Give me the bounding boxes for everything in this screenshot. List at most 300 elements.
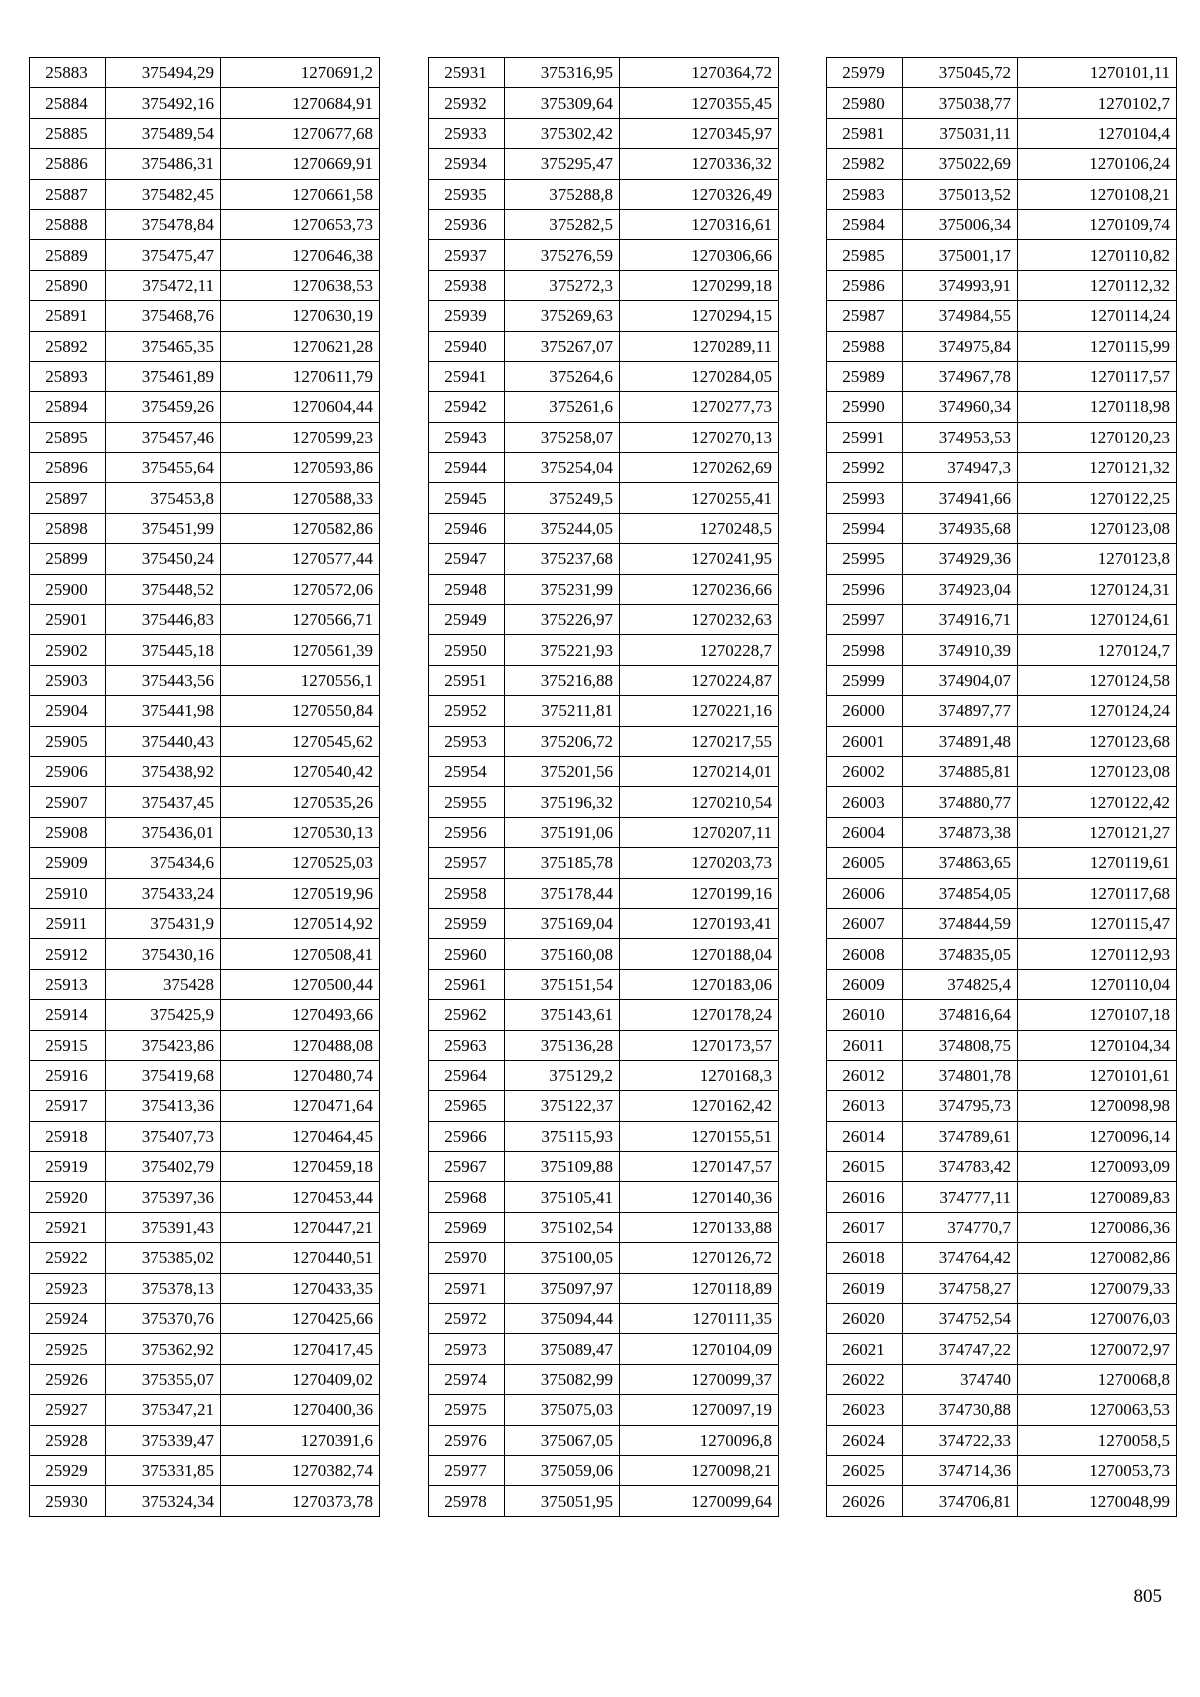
y-coordinate-cell: 1270248,5 (620, 513, 779, 543)
table-row (30, 1395, 380, 1425)
y-coordinate-cell: 1270316,61 (620, 209, 779, 239)
table-row (30, 1243, 380, 1273)
y-coordinate-cell: 1270108,21 (1018, 179, 1177, 209)
point-number-cell: 25917 (30, 1091, 106, 1121)
y-coordinate-cell: 1270262,69 (620, 453, 779, 483)
table-row (429, 665, 779, 695)
point-number-cell: 26011 (827, 1030, 903, 1060)
x-coordinate-cell: 374904,07 (903, 665, 1018, 695)
table-row (429, 301, 779, 331)
y-coordinate-cell: 1270566,71 (221, 605, 380, 635)
x-coordinate-cell: 374764,42 (903, 1243, 1018, 1273)
point-number-cell: 25897 (30, 483, 106, 513)
point-number-cell: 25923 (30, 1273, 106, 1303)
point-number-cell: 25982 (827, 149, 903, 179)
table-row (827, 1425, 1177, 1455)
point-number-cell: 25998 (827, 635, 903, 665)
point-number-cell: 25955 (429, 787, 505, 817)
x-coordinate-cell: 375143,61 (505, 1000, 620, 1030)
table-row (429, 1182, 779, 1212)
x-coordinate-cell: 374953,53 (903, 422, 1018, 452)
table-row (429, 1273, 779, 1303)
y-coordinate-cell: 1270199,16 (620, 878, 779, 908)
y-coordinate-cell: 1270099,37 (620, 1364, 779, 1394)
y-coordinate-cell: 1270117,57 (1018, 361, 1177, 391)
point-number-cell: 25960 (429, 939, 505, 969)
y-coordinate-cell: 1270123,08 (1018, 756, 1177, 786)
point-number-cell: 26006 (827, 878, 903, 908)
point-number-cell: 25894 (30, 392, 106, 422)
x-coordinate-cell: 375413,36 (106, 1091, 221, 1121)
point-number-cell: 25988 (827, 331, 903, 361)
y-coordinate-cell: 1270417,45 (221, 1334, 380, 1364)
x-coordinate-cell: 375122,37 (505, 1091, 620, 1121)
x-coordinate-cell: 375185,78 (505, 848, 620, 878)
point-number-cell: 25914 (30, 1000, 106, 1030)
table-row (30, 88, 380, 118)
x-coordinate-cell: 375013,52 (903, 179, 1018, 209)
table-row (429, 908, 779, 938)
x-coordinate-cell: 375191,06 (505, 817, 620, 847)
x-coordinate-cell: 375459,26 (106, 392, 221, 422)
x-coordinate-cell: 375151,54 (505, 969, 620, 999)
table-row (30, 179, 380, 209)
table-row (827, 696, 1177, 726)
y-coordinate-cell: 1270122,25 (1018, 483, 1177, 513)
table-row (30, 939, 380, 969)
x-coordinate-cell: 375316,95 (505, 58, 620, 88)
y-coordinate-cell: 1270079,33 (1018, 1273, 1177, 1303)
table-row (827, 1030, 1177, 1060)
point-number-cell: 25934 (429, 149, 505, 179)
table-row (827, 331, 1177, 361)
table-row (429, 483, 779, 513)
x-coordinate-cell: 374935,68 (903, 513, 1018, 543)
table-row (30, 331, 380, 361)
table-row (827, 939, 1177, 969)
y-coordinate-cell: 1270082,86 (1018, 1243, 1177, 1273)
x-coordinate-cell: 375272,3 (505, 270, 620, 300)
coordinate-table-3 (826, 57, 1177, 1517)
x-coordinate-cell: 374941,66 (903, 483, 1018, 513)
y-coordinate-cell: 1270124,31 (1018, 574, 1177, 604)
point-number-cell: 25945 (429, 483, 505, 513)
table-row (827, 544, 1177, 574)
table-row (429, 1091, 779, 1121)
y-coordinate-cell: 1270284,05 (620, 361, 779, 391)
x-coordinate-cell: 375075,03 (505, 1395, 620, 1425)
y-coordinate-cell: 1270447,21 (221, 1212, 380, 1242)
table-row (827, 1395, 1177, 1425)
y-coordinate-cell: 1270053,73 (1018, 1455, 1177, 1485)
x-coordinate-cell: 375430,16 (106, 939, 221, 969)
point-number-cell: 25975 (429, 1395, 505, 1425)
point-number-cell: 26026 (827, 1486, 903, 1516)
point-number-cell: 25981 (827, 118, 903, 148)
point-number-cell: 25947 (429, 544, 505, 574)
point-number-cell: 26013 (827, 1091, 903, 1121)
y-coordinate-cell: 1270224,87 (620, 665, 779, 695)
y-coordinate-cell: 1270203,73 (620, 848, 779, 878)
x-coordinate-cell: 374863,65 (903, 848, 1018, 878)
y-coordinate-cell: 1270514,92 (221, 908, 380, 938)
x-coordinate-cell: 375453,8 (106, 483, 221, 513)
table-row (30, 361, 380, 391)
x-coordinate-cell: 375402,79 (106, 1152, 221, 1182)
y-coordinate-cell: 1270599,23 (221, 422, 380, 452)
point-number-cell: 25925 (30, 1334, 106, 1364)
y-coordinate-cell: 1270355,45 (620, 88, 779, 118)
point-number-cell: 26020 (827, 1304, 903, 1334)
table-row (827, 848, 1177, 878)
point-number-cell: 25900 (30, 574, 106, 604)
point-number-cell: 25954 (429, 756, 505, 786)
table-row (827, 1243, 1177, 1273)
x-coordinate-cell: 375169,04 (505, 908, 620, 938)
x-coordinate-cell: 374960,34 (903, 392, 1018, 422)
y-coordinate-cell: 1270270,13 (620, 422, 779, 452)
x-coordinate-cell: 375038,77 (903, 88, 1018, 118)
point-number-cell: 25944 (429, 453, 505, 483)
x-coordinate-cell: 375196,32 (505, 787, 620, 817)
x-coordinate-cell: 375288,8 (505, 179, 620, 209)
x-coordinate-cell: 375295,47 (505, 149, 620, 179)
table-row (30, 1364, 380, 1394)
x-coordinate-cell: 375441,98 (106, 696, 221, 726)
table-row (30, 635, 380, 665)
point-number-cell: 25965 (429, 1091, 505, 1121)
y-coordinate-cell: 1270063,53 (1018, 1395, 1177, 1425)
x-coordinate-cell: 374835,05 (903, 939, 1018, 969)
point-number-cell: 25979 (827, 58, 903, 88)
table-row (30, 270, 380, 300)
y-coordinate-cell: 1270207,11 (620, 817, 779, 847)
table-row (30, 1121, 380, 1151)
table-row (429, 1455, 779, 1485)
table-row (429, 969, 779, 999)
point-number-cell: 26012 (827, 1060, 903, 1090)
point-number-cell: 25901 (30, 605, 106, 635)
y-coordinate-cell: 1270123,8 (1018, 544, 1177, 574)
x-coordinate-cell: 375370,76 (106, 1304, 221, 1334)
table-row (827, 756, 1177, 786)
x-coordinate-cell: 374789,61 (903, 1121, 1018, 1151)
point-number-cell: 25907 (30, 787, 106, 817)
table-row (429, 1152, 779, 1182)
table-row (827, 635, 1177, 665)
y-coordinate-cell: 1270556,1 (221, 665, 380, 695)
y-coordinate-cell: 1270140,36 (620, 1182, 779, 1212)
x-coordinate-cell: 375443,56 (106, 665, 221, 695)
table-row (30, 209, 380, 239)
y-coordinate-cell: 1270123,68 (1018, 726, 1177, 756)
point-number-cell: 25950 (429, 635, 505, 665)
point-number-cell: 25931 (429, 58, 505, 88)
table-row (429, 605, 779, 635)
point-number-cell: 25951 (429, 665, 505, 695)
point-number-cell: 26023 (827, 1395, 903, 1425)
table-row (30, 1152, 380, 1182)
x-coordinate-cell: 374885,81 (903, 756, 1018, 786)
point-number-cell: 25968 (429, 1182, 505, 1212)
point-number-cell: 25953 (429, 726, 505, 756)
point-number-cell: 26015 (827, 1152, 903, 1182)
point-number-cell: 26016 (827, 1182, 903, 1212)
point-number-cell: 25940 (429, 331, 505, 361)
point-number-cell: 25921 (30, 1212, 106, 1242)
x-coordinate-cell: 375094,44 (505, 1304, 620, 1334)
point-number-cell: 25918 (30, 1121, 106, 1151)
point-number-cell: 26021 (827, 1334, 903, 1364)
y-coordinate-cell: 1270345,97 (620, 118, 779, 148)
x-coordinate-cell: 375347,21 (106, 1395, 221, 1425)
x-coordinate-cell: 374752,54 (903, 1304, 1018, 1334)
x-coordinate-cell: 375178,44 (505, 878, 620, 908)
point-number-cell: 25967 (429, 1152, 505, 1182)
x-coordinate-cell: 375100,05 (505, 1243, 620, 1273)
x-coordinate-cell: 375001,17 (903, 240, 1018, 270)
y-coordinate-cell: 1270677,68 (221, 118, 380, 148)
table-row (429, 1304, 779, 1334)
x-coordinate-cell: 375445,18 (106, 635, 221, 665)
x-coordinate-cell: 374747,22 (903, 1334, 1018, 1364)
point-number-cell: 26017 (827, 1212, 903, 1242)
x-coordinate-cell: 375428 (106, 969, 221, 999)
point-number-cell: 25887 (30, 179, 106, 209)
x-coordinate-cell: 375475,47 (106, 240, 221, 270)
y-coordinate-cell: 1270097,19 (620, 1395, 779, 1425)
y-coordinate-cell: 1270124,7 (1018, 635, 1177, 665)
point-number-cell: 25985 (827, 240, 903, 270)
table-row (429, 513, 779, 543)
point-number-cell: 25963 (429, 1030, 505, 1060)
y-coordinate-cell: 1270525,03 (221, 848, 380, 878)
x-coordinate-cell: 375160,08 (505, 939, 620, 969)
table-row (429, 331, 779, 361)
y-coordinate-cell: 1270464,45 (221, 1121, 380, 1151)
table-row (429, 1212, 779, 1242)
table-row (30, 1212, 380, 1242)
x-coordinate-cell: 375105,41 (505, 1182, 620, 1212)
y-coordinate-cell: 1270122,42 (1018, 787, 1177, 817)
point-number-cell: 25946 (429, 513, 505, 543)
point-number-cell: 25895 (30, 422, 106, 452)
table-row (429, 726, 779, 756)
table-row (429, 1425, 779, 1455)
y-coordinate-cell: 1270577,44 (221, 544, 380, 574)
x-coordinate-cell: 374897,77 (903, 696, 1018, 726)
x-coordinate-cell: 374730,88 (903, 1395, 1018, 1425)
y-coordinate-cell: 1270471,64 (221, 1091, 380, 1121)
x-coordinate-cell: 375450,24 (106, 544, 221, 574)
x-coordinate-cell: 375448,52 (106, 574, 221, 604)
table-row (827, 392, 1177, 422)
point-number-cell: 25992 (827, 453, 903, 483)
x-coordinate-cell: 375249,5 (505, 483, 620, 513)
table-row (827, 665, 1177, 695)
point-number-cell: 25969 (429, 1212, 505, 1242)
table-row (429, 361, 779, 391)
point-number-cell: 25948 (429, 574, 505, 604)
x-coordinate-cell: 375438,92 (106, 756, 221, 786)
table-row (827, 1212, 1177, 1242)
y-coordinate-cell: 1270500,44 (221, 969, 380, 999)
y-coordinate-cell: 1270214,01 (620, 756, 779, 786)
point-number-cell: 26018 (827, 1243, 903, 1273)
table-row (30, 1030, 380, 1060)
y-coordinate-cell: 1270109,74 (1018, 209, 1177, 239)
table-row (827, 1000, 1177, 1030)
y-coordinate-cell: 1270173,57 (620, 1030, 779, 1060)
table-row (30, 1273, 380, 1303)
y-coordinate-cell: 1270126,72 (620, 1243, 779, 1273)
table-row (429, 58, 779, 88)
point-number-cell: 25952 (429, 696, 505, 726)
x-coordinate-cell: 374916,71 (903, 605, 1018, 635)
y-coordinate-cell: 1270433,35 (221, 1273, 380, 1303)
point-number-cell: 25973 (429, 1334, 505, 1364)
point-number-cell: 25942 (429, 392, 505, 422)
y-coordinate-cell: 1270480,74 (221, 1060, 380, 1090)
x-coordinate-cell: 374910,39 (903, 635, 1018, 665)
table-row (827, 1091, 1177, 1121)
x-coordinate-cell: 374975,84 (903, 331, 1018, 361)
x-coordinate-cell: 375302,42 (505, 118, 620, 148)
y-coordinate-cell: 1270093,09 (1018, 1152, 1177, 1182)
y-coordinate-cell: 1270210,54 (620, 787, 779, 817)
y-coordinate-cell: 1270124,58 (1018, 665, 1177, 695)
table-row (30, 969, 380, 999)
point-number-cell: 25913 (30, 969, 106, 999)
y-coordinate-cell: 1270488,08 (221, 1030, 380, 1060)
x-coordinate-cell: 375423,86 (106, 1030, 221, 1060)
table-row (30, 726, 380, 756)
table-row (827, 1486, 1177, 1516)
table-row (30, 878, 380, 908)
point-number-cell: 25933 (429, 118, 505, 148)
y-coordinate-cell: 1270453,44 (221, 1182, 380, 1212)
table-row (30, 1091, 380, 1121)
x-coordinate-cell: 375378,13 (106, 1273, 221, 1303)
y-coordinate-cell: 1270104,4 (1018, 118, 1177, 148)
y-coordinate-cell: 1270110,82 (1018, 240, 1177, 270)
table-row (827, 209, 1177, 239)
x-coordinate-cell: 374880,77 (903, 787, 1018, 817)
point-number-cell: 25892 (30, 331, 106, 361)
y-coordinate-cell: 1270691,2 (221, 58, 380, 88)
y-coordinate-cell: 1270183,06 (620, 969, 779, 999)
point-number-cell: 25928 (30, 1425, 106, 1455)
x-coordinate-cell: 374795,73 (903, 1091, 1018, 1121)
point-number-cell: 25888 (30, 209, 106, 239)
y-coordinate-cell: 1270588,33 (221, 483, 380, 513)
y-coordinate-cell: 1270593,86 (221, 453, 380, 483)
table-row (827, 483, 1177, 513)
x-coordinate-cell: 374808,75 (903, 1030, 1018, 1060)
point-number-cell: 25997 (827, 605, 903, 635)
point-number-cell: 25962 (429, 1000, 505, 1030)
point-number-cell: 25966 (429, 1121, 505, 1151)
table-row (30, 58, 380, 88)
point-number-cell: 26022 (827, 1364, 903, 1394)
y-coordinate-cell: 1270409,02 (221, 1364, 380, 1394)
page-number: 805 (1133, 1586, 1162, 1607)
x-coordinate-cell: 374854,05 (903, 878, 1018, 908)
y-coordinate-cell: 1270508,41 (221, 939, 380, 969)
x-coordinate-cell: 375031,11 (903, 118, 1018, 148)
table-row (30, 1060, 380, 1090)
table-row (827, 453, 1177, 483)
point-number-cell: 25939 (429, 301, 505, 331)
x-coordinate-cell: 374740 (903, 1364, 1018, 1394)
y-coordinate-cell: 1270118,98 (1018, 392, 1177, 422)
point-number-cell: 25884 (30, 88, 106, 118)
table-row (30, 1304, 380, 1334)
point-number-cell: 25961 (429, 969, 505, 999)
point-number-cell: 25893 (30, 361, 106, 391)
y-coordinate-cell: 1270121,27 (1018, 817, 1177, 847)
point-number-cell: 25936 (429, 209, 505, 239)
table-row (30, 149, 380, 179)
table-row (827, 1182, 1177, 1212)
point-number-cell: 25976 (429, 1425, 505, 1455)
x-coordinate-cell: 375362,92 (106, 1334, 221, 1364)
y-coordinate-cell: 1270155,51 (620, 1121, 779, 1151)
y-coordinate-cell: 1270120,23 (1018, 422, 1177, 452)
x-coordinate-cell: 374816,64 (903, 1000, 1018, 1030)
point-number-cell: 26001 (827, 726, 903, 756)
x-coordinate-cell: 374722,33 (903, 1425, 1018, 1455)
table-row (827, 605, 1177, 635)
y-coordinate-cell: 1270099,64 (620, 1486, 779, 1516)
point-number-cell: 25987 (827, 301, 903, 331)
point-number-cell: 25959 (429, 908, 505, 938)
point-number-cell: 25971 (429, 1273, 505, 1303)
x-coordinate-cell: 375489,54 (106, 118, 221, 148)
y-coordinate-cell: 1270391,6 (221, 1425, 380, 1455)
y-coordinate-cell: 1270540,42 (221, 756, 380, 786)
y-coordinate-cell: 1270168,3 (620, 1060, 779, 1090)
y-coordinate-cell: 1270289,11 (620, 331, 779, 361)
table-row (429, 1121, 779, 1151)
y-coordinate-cell: 1270114,24 (1018, 301, 1177, 331)
point-number-cell: 25958 (429, 878, 505, 908)
point-number-cell: 25883 (30, 58, 106, 88)
x-coordinate-cell: 375231,99 (505, 574, 620, 604)
x-coordinate-cell: 375097,97 (505, 1273, 620, 1303)
y-coordinate-cell: 1270124,24 (1018, 696, 1177, 726)
point-number-cell: 25983 (827, 179, 903, 209)
x-coordinate-cell: 375264,6 (505, 361, 620, 391)
point-number-cell: 25964 (429, 1060, 505, 1090)
x-coordinate-cell: 374706,81 (903, 1486, 1018, 1516)
table-row (827, 149, 1177, 179)
table-row (429, 422, 779, 452)
table-row (30, 817, 380, 847)
y-coordinate-cell: 1270604,44 (221, 392, 380, 422)
point-number-cell: 25890 (30, 270, 106, 300)
table-row (827, 908, 1177, 938)
point-number-cell: 25938 (429, 270, 505, 300)
y-coordinate-cell: 1270112,93 (1018, 939, 1177, 969)
table-row (827, 1060, 1177, 1090)
table-row (30, 1182, 380, 1212)
y-coordinate-cell: 1270178,24 (620, 1000, 779, 1030)
table-row (429, 756, 779, 786)
table-row (429, 1486, 779, 1516)
x-coordinate-cell: 375455,64 (106, 453, 221, 483)
point-number-cell: 25911 (30, 908, 106, 938)
